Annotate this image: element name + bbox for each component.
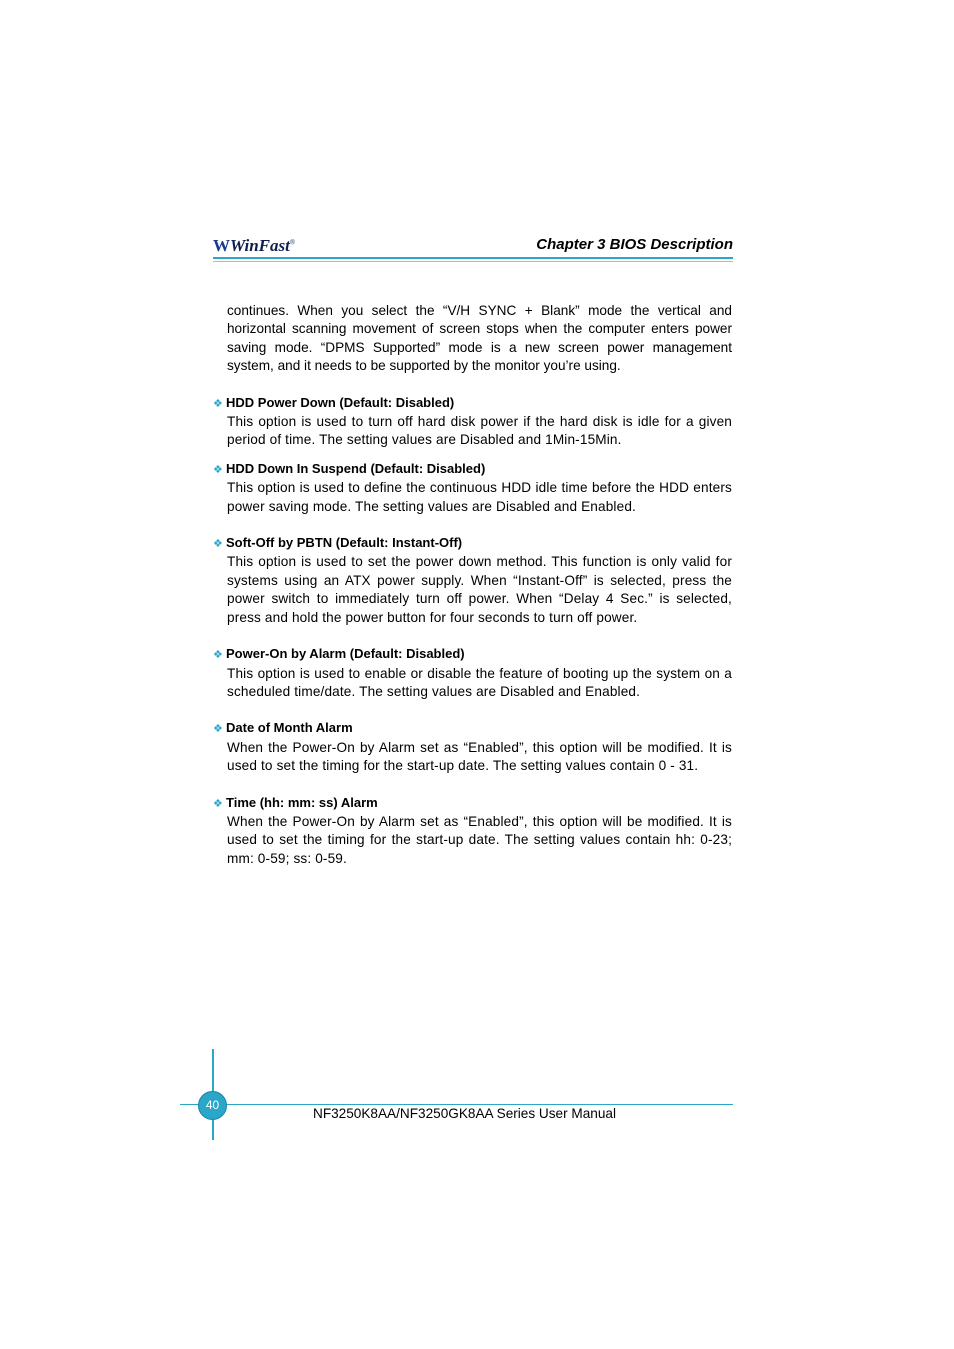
section-soft-off-by-pbtn bbox=[213, 534, 732, 627]
section-heading-text: Power-On by Alarm (Default: Disabled) bbox=[226, 646, 465, 662]
page-content bbox=[213, 302, 732, 868]
intro-paragraph: continues. When you select the “V/H SYNC + Blank” mode the vertical and horizontal scanning movement of screen stops when the computer enters power saving mode. “DPMS Supported” mode is a new screen power management system, and it needs to be supported by the monitor you’re using. bbox=[227, 303, 732, 374]
section-heading bbox=[213, 460, 732, 479]
section-heading bbox=[213, 534, 732, 553]
section-hdd-down-in-suspend bbox=[213, 460, 732, 516]
logo-text: WinFast bbox=[230, 236, 290, 255]
section-date-of-month-alarm bbox=[213, 719, 732, 775]
section-hdd-power-down bbox=[213, 394, 732, 450]
section-heading bbox=[213, 719, 732, 738]
logo-mark: W bbox=[213, 236, 228, 255]
section-heading-text: HDD Down In Suspend (Default: Disabled) bbox=[226, 460, 486, 476]
diamond-bullet-icon: ❖ bbox=[213, 723, 223, 736]
section-body: When the Power-On by Alarm set as “Enabled”, this option will be modified. It is used to set the timing for the start-up date. The setting values contain hh: 0-23; mm: 0-59; ss: 0-59. bbox=[227, 813, 732, 866]
diamond-bullet-icon: ❖ bbox=[213, 649, 223, 662]
diamond-bullet-icon: ❖ bbox=[213, 538, 223, 551]
header-rule bbox=[213, 257, 733, 259]
logo-registered-mark: ® bbox=[289, 238, 296, 247]
header-rule-thin bbox=[213, 261, 733, 262]
page-number-badge: 40 bbox=[198, 1091, 227, 1120]
page-header bbox=[213, 232, 733, 264]
section-power-on-by-alarm bbox=[213, 645, 732, 701]
section-body: When the Power-On by Alarm set as “Enabled”, this option will be modified. It is used to set the timing for the start-up date. The setting values contain 0 - 31. bbox=[227, 739, 732, 774]
chapter-title: Chapter 3 BIOS Description bbox=[536, 236, 733, 253]
diamond-bullet-icon: ❖ bbox=[213, 397, 223, 410]
section-heading bbox=[213, 394, 732, 413]
section-body: This option is used to turn off hard disk power if the hard disk is idle for a given period of time. The setting values are Disabled and 1Min-15Min. bbox=[227, 414, 732, 448]
manual-title: NF3250K8AA/NF3250GK8AA Series User Manual bbox=[313, 1106, 616, 1121]
diamond-bullet-icon: ❖ bbox=[213, 797, 223, 810]
winfast-logo bbox=[213, 236, 295, 256]
diamond-bullet-icon: ❖ bbox=[213, 463, 223, 476]
section-body: This option is used to define the continuous HDD idle time before the HDD enters power saving mode. The setting values are Disabled and Enabled. bbox=[227, 480, 732, 514]
section-body: This option is used to set the power down method. This function is only valid for systems using an ATX power supply. When “Instant-Off” is selected, press the power switch to immediately turn off power. When “Delay 4 Sec.” is selected, press and hold the power button for four seconds to turn off power. bbox=[227, 554, 732, 625]
section-time-alarm bbox=[213, 794, 732, 869]
section-heading-text: Date of Month Alarm bbox=[226, 720, 353, 736]
section-heading-text: HDD Power Down (Default: Disabled) bbox=[226, 394, 455, 410]
section-body: This option is used to enable or disable the feature of booting up the system on a scheduled time/date. The setting values are Disabled and Enabled. bbox=[227, 665, 732, 699]
section-heading-text: Soft-Off by PBTN (Default: Instant-Off) bbox=[226, 535, 463, 551]
section-heading bbox=[213, 794, 732, 813]
footer-horizontal-rule bbox=[180, 1104, 733, 1105]
section-heading bbox=[213, 645, 732, 664]
section-heading-text: Time (hh: mm: ss) Alarm bbox=[226, 794, 378, 810]
